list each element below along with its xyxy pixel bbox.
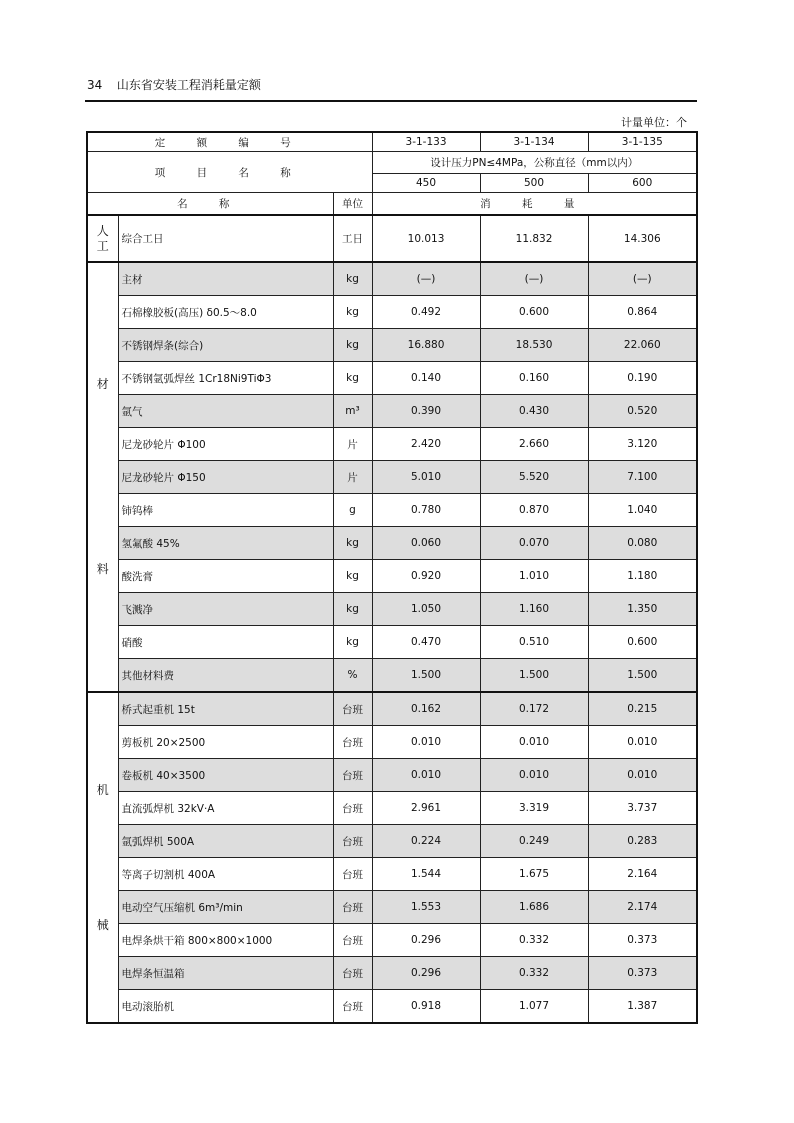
consumption-value: 0.162 [372,692,480,726]
item-unit: 台班 [333,924,372,957]
item-unit: kg [333,262,372,296]
size-value: 500 [480,174,588,193]
materials-row [87,560,697,593]
consumption-value: 0.296 [372,924,480,957]
item-name: 电焊条烘干箱 800×800×1000 [118,924,333,957]
consumption-value: 1.077 [480,990,588,1024]
consumption-value: 16.880 [372,329,480,362]
materials-row [87,395,697,428]
item-unit: kg [333,329,372,362]
labor-row [87,215,697,262]
materials-row [87,593,697,626]
machinery-row [87,825,697,858]
page-number: 34 [87,78,103,92]
item-name: 酸洗膏 [118,560,333,593]
item-name: 电动滚胎机 [118,990,333,1024]
item-name: 卷板机 40×3500 [118,759,333,792]
materials-row [87,494,697,527]
consumption-value: 1.500 [372,659,480,693]
consumption-value: 0.190 [588,362,697,395]
consumption-value: 0.296 [372,957,480,990]
running-head [87,76,261,93]
machinery-row [87,891,697,924]
consumption-value: 18.530 [480,329,588,362]
consumption-value: 1.675 [480,858,588,891]
consumption-value: 0.060 [372,527,480,560]
item-name: 不锈钢焊条(综合) [118,329,333,362]
consumption-value: 1.350 [588,593,697,626]
materials-row [87,626,697,659]
consumption-value: 0.249 [480,825,588,858]
col-consumption-label: 消 耗 量 [372,193,697,216]
consumption-value: 2.961 [372,792,480,825]
consumption-value: 0.390 [372,395,480,428]
consumption-value: 0.140 [372,362,480,395]
item-unit: % [333,659,372,693]
materials-row [87,262,697,296]
consumption-value: 22.060 [588,329,697,362]
col-unit-label: 单位 [333,193,372,216]
consumption-value: 0.780 [372,494,480,527]
category-char: 机 [96,782,109,797]
consumption-value: 0.160 [480,362,588,395]
materials-row [87,659,697,693]
quota-code: 3-1-133 [372,132,480,152]
consumption-value: 7.100 [588,461,697,494]
consumption-value: 1.500 [588,659,697,693]
item-name: 桥式起重机 15t [118,692,333,726]
category-char: 械 [96,917,109,932]
consumption-value: 1.500 [480,659,588,693]
consumption-value: 0.010 [588,726,697,759]
consumption-value: 5.010 [372,461,480,494]
item-unit: 台班 [333,858,372,891]
item-unit: 片 [333,461,372,494]
materials-row [87,362,697,395]
consumption-value: 0.010 [480,726,588,759]
consumption-value: 0.224 [372,825,480,858]
machinery-row [87,957,697,990]
consumption-value: 0.010 [480,759,588,792]
item-name: 氩气 [118,395,333,428]
item-unit: m³ [333,395,372,428]
consumption-value: 0.215 [588,692,697,726]
item-name: 飞溅净 [118,593,333,626]
item-name: 电焊条恒温箱 [118,957,333,990]
consumption-value: 1.040 [588,494,697,527]
item-unit: kg [333,296,372,329]
consumption-value: 1.387 [588,990,697,1024]
labor-category [87,215,118,262]
item-unit: 台班 [333,957,372,990]
item-unit: kg [333,362,372,395]
consumption-value: 3.737 [588,792,697,825]
consumption-value: 0.283 [588,825,697,858]
item-name: 铈钨棒 [118,494,333,527]
header-rule [85,100,697,102]
machinery-row [87,692,697,726]
consumption-value: 0.373 [588,957,697,990]
item-name: 氩弧焊机 500A [118,825,333,858]
col-name-label: 名 称 [87,193,333,216]
item-name: 石棉橡胶板(高压) δ0.5～8.0 [118,296,333,329]
item-unit: 台班 [333,792,372,825]
size-value: 450 [372,174,480,193]
consumption-value: 5.520 [480,461,588,494]
item-unit: 台班 [333,692,372,726]
consumption-value: 3.120 [588,428,697,461]
item-unit: kg [333,527,372,560]
consumption-value: 0.332 [480,957,588,990]
consumption-value: 1.050 [372,593,480,626]
consumption-value: 14.306 [588,215,697,262]
materials-row [87,461,697,494]
consumption-value: 1.686 [480,891,588,924]
item-name: 综合工日 [118,215,333,262]
consumption-value: 0.080 [588,527,697,560]
size-value: 600 [588,174,697,193]
item-unit: 台班 [333,726,372,759]
item-unit: 片 [333,428,372,461]
item-name: 直流弧焊机 32kV·A [118,792,333,825]
machinery-category [87,692,118,1023]
item-unit: 工日 [333,215,372,262]
consumption-value: 1.160 [480,593,588,626]
consumption-value: 2.420 [372,428,480,461]
item-unit: kg [333,626,372,659]
item-name: 主材 [118,262,333,296]
item-unit: 台班 [333,891,372,924]
machinery-row [87,990,697,1024]
consumption-value: 1.553 [372,891,480,924]
materials-row [87,329,697,362]
item-name: 电动空气压缩机 6m³/min [118,891,333,924]
item-name: 尼龙砂轮片 Φ100 [118,428,333,461]
book-title: 山东省安装工程消耗量定额 [116,78,261,92]
machinery-row [87,858,697,891]
consumption-value: 11.832 [480,215,588,262]
item-unit: g [333,494,372,527]
consumption-value: 0.010 [372,726,480,759]
item-name: 不锈钢氩弧焊丝 1Cr18Ni9TiΦ3 [118,362,333,395]
consumption-value: 1.010 [480,560,588,593]
item-unit: kg [333,560,372,593]
consumption-value: 0.373 [588,924,697,957]
category-char: 工 [96,238,109,253]
consumption-value: 1.180 [588,560,697,593]
item-unit: 台班 [333,990,372,1024]
consumption-value: (—) [588,262,697,296]
machinery-row [87,759,697,792]
consumption-value: 0.172 [480,692,588,726]
materials-row [87,527,697,560]
consumption-value: 1.544 [372,858,480,891]
machinery-row [87,924,697,957]
materials-row [87,296,697,329]
consumption-value: 0.510 [480,626,588,659]
consumption-value: 3.319 [480,792,588,825]
consumption-value: 10.013 [372,215,480,262]
design-condition: 设计压力PN≤4MPa，公称直径（mm以内） [372,152,697,174]
consumption-value: 0.010 [372,759,480,792]
consumption-value: 0.010 [588,759,697,792]
materials-category [87,262,118,692]
consumption-value: (—) [480,262,588,296]
consumption-value: (—) [372,262,480,296]
item-unit: kg [333,593,372,626]
unit-note: 计量单位：个 [621,116,687,129]
quota-code: 3-1-134 [480,132,588,152]
item-unit: 台班 [333,825,372,858]
consumption-value: 0.430 [480,395,588,428]
item-name: 氢氟酸 45% [118,527,333,560]
materials-row [87,428,697,461]
category-char: 料 [96,561,109,576]
item-unit: 台班 [333,759,372,792]
machinery-row [87,726,697,759]
machinery-row [87,792,697,825]
quota-no-label: 定 额 编 号 [87,132,372,152]
consumption-value: 0.864 [588,296,697,329]
category-char: 人 [96,223,109,238]
item-name: 硝酸 [118,626,333,659]
item-name: 剪板机 20×2500 [118,726,333,759]
consumption-value: 0.520 [588,395,697,428]
consumption-value: 2.174 [588,891,697,924]
consumption-value: 0.918 [372,990,480,1024]
consumption-value: 0.470 [372,626,480,659]
quota-table [86,131,698,1024]
item-name: 尼龙砂轮片 Φ150 [118,461,333,494]
consumption-value: 0.492 [372,296,480,329]
quota-table-body [87,132,697,1023]
item-name-label: 项 目 名 称 [87,152,372,193]
item-name: 等离子切割机 400A [118,858,333,891]
consumption-value: 2.164 [588,858,697,891]
consumption-value: 0.870 [480,494,588,527]
consumption-value: 0.332 [480,924,588,957]
consumption-value: 0.920 [372,560,480,593]
quota-code: 3-1-135 [588,132,697,152]
consumption-value: 0.600 [588,626,697,659]
consumption-value: 2.660 [480,428,588,461]
consumption-value: 0.070 [480,527,588,560]
item-name: 其他材料费 [118,659,333,693]
category-char: 材 [96,377,109,392]
consumption-value: 0.600 [480,296,588,329]
